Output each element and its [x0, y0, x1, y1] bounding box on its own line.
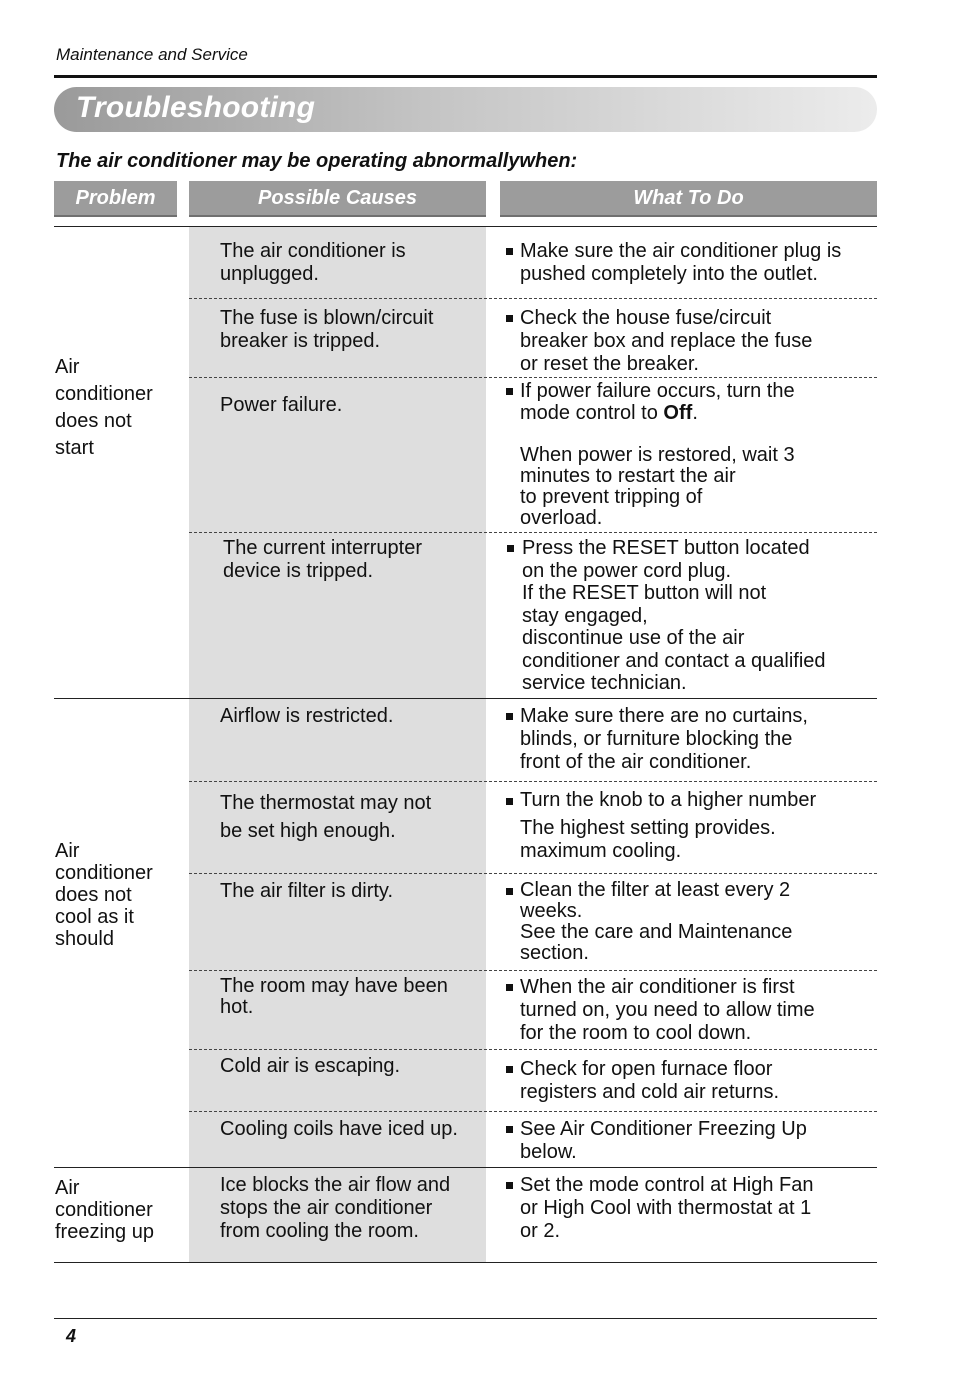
header-problem: Problem: [54, 181, 177, 217]
todo-extra-text: The highest setting provides. maximum cooling.: [520, 817, 776, 862]
row-divider: [189, 781, 877, 782]
bullet-icon: [506, 1182, 513, 1189]
bullet-icon: [506, 1126, 513, 1133]
problem-does-not-start: Air conditioner does not start: [55, 356, 153, 459]
cause-text: The fuse is blown/circuit breaker is tripped.: [220, 307, 434, 352]
todo-text: When the air conditioner is first turned on, you need to allow time for the room to cool down.: [520, 976, 815, 1044]
header-todo: What To Do: [500, 181, 877, 217]
footer-rule: [54, 1318, 877, 1319]
todo-text: Make sure the air conditioner plug is pushed completely into the outlet.: [520, 240, 842, 285]
group-divider: [54, 698, 877, 699]
table-intro: The air conditioner may be operating abnormallywhen:: [56, 150, 578, 172]
section-label: Maintenance and Service: [56, 45, 248, 64]
row-divider: [189, 873, 877, 874]
bullet-icon: [506, 315, 513, 322]
cause-text: The current interrupter device is tripped.: [223, 537, 422, 582]
bullet-icon: [506, 388, 513, 395]
page-title: Troubleshooting: [76, 91, 316, 124]
todo-text: Clean the filter at least every 2 weeks. See the care and Maintenance section.: [520, 879, 793, 964]
todo-extra-text: When power is restored, wait 3 minutes to restart the air to prevent tripping of overload.: [520, 444, 795, 529]
row-divider: [189, 1049, 877, 1050]
row-divider: [189, 970, 877, 971]
todo-text: Set the mode control at High Fan or High Cool with thermostat at 1 or 2.: [520, 1174, 814, 1242]
page-number: 4: [66, 1326, 77, 1346]
bullet-icon: [506, 984, 513, 991]
todo-text: If power failure occurs, turn the mode control to Off.: [520, 380, 795, 424]
row-divider: [189, 532, 877, 533]
todo-text: See Air Conditioner Freezing Up below.: [520, 1118, 807, 1163]
todo-text: Turn the knob to a higher number: [520, 789, 817, 811]
bullet-icon: [507, 545, 514, 552]
cause-text: Ice blocks the air flow and stops the air conditioner from cooling the room.: [220, 1174, 451, 1242]
cause-text: Airflow is restricted.: [220, 705, 394, 727]
problem-freezing-up: Air conditioner freezing up: [55, 1177, 154, 1243]
title-bar: [54, 87, 877, 132]
bullet-icon: [506, 888, 513, 895]
row-divider: [189, 377, 877, 378]
table-top-rule: [54, 226, 877, 227]
todo-text: Check for open furnace floor registers and cold air returns.: [520, 1058, 780, 1103]
bullet-icon: [506, 248, 513, 255]
cause-text: The thermostat may not be set high enough.: [220, 792, 432, 842]
cause-text: The room may have been hot.: [220, 975, 448, 1018]
cause-text: The air conditioner is unplugged.: [220, 240, 406, 285]
cause-text: Power failure.: [220, 394, 343, 416]
table-bottom-rule: [54, 1262, 877, 1263]
group-divider: [54, 1167, 877, 1168]
bullet-icon: [506, 713, 513, 720]
cause-text: The air filter is dirty.: [220, 880, 393, 902]
row-divider: [189, 298, 877, 299]
bullet-icon: [506, 798, 513, 805]
header-rule: [54, 75, 877, 78]
todo-text: Make sure there are no curtains, blinds, or furniture blocking the front of the air conditioner.: [520, 705, 808, 773]
bullet-icon: [506, 1066, 513, 1073]
todo-text: Check the house fuse/circuit breaker box and replace the fuse or reset the breaker.: [520, 307, 813, 375]
cause-text: Cooling coils have iced up.: [220, 1118, 458, 1140]
cause-text: Cold air is escaping.: [220, 1055, 401, 1077]
todo-text: Press the RESET button located on the power cord plug. If the RESET button will not stay engaged, discontinue use of the air conditioner and contact a qualified service technician.: [522, 537, 826, 694]
problem-does-not-cool: Air conditioner does not cool as it should: [55, 840, 153, 950]
causes-column-background: [189, 226, 486, 1262]
row-divider: [189, 1111, 877, 1112]
header-causes: Possible Causes: [189, 181, 486, 217]
